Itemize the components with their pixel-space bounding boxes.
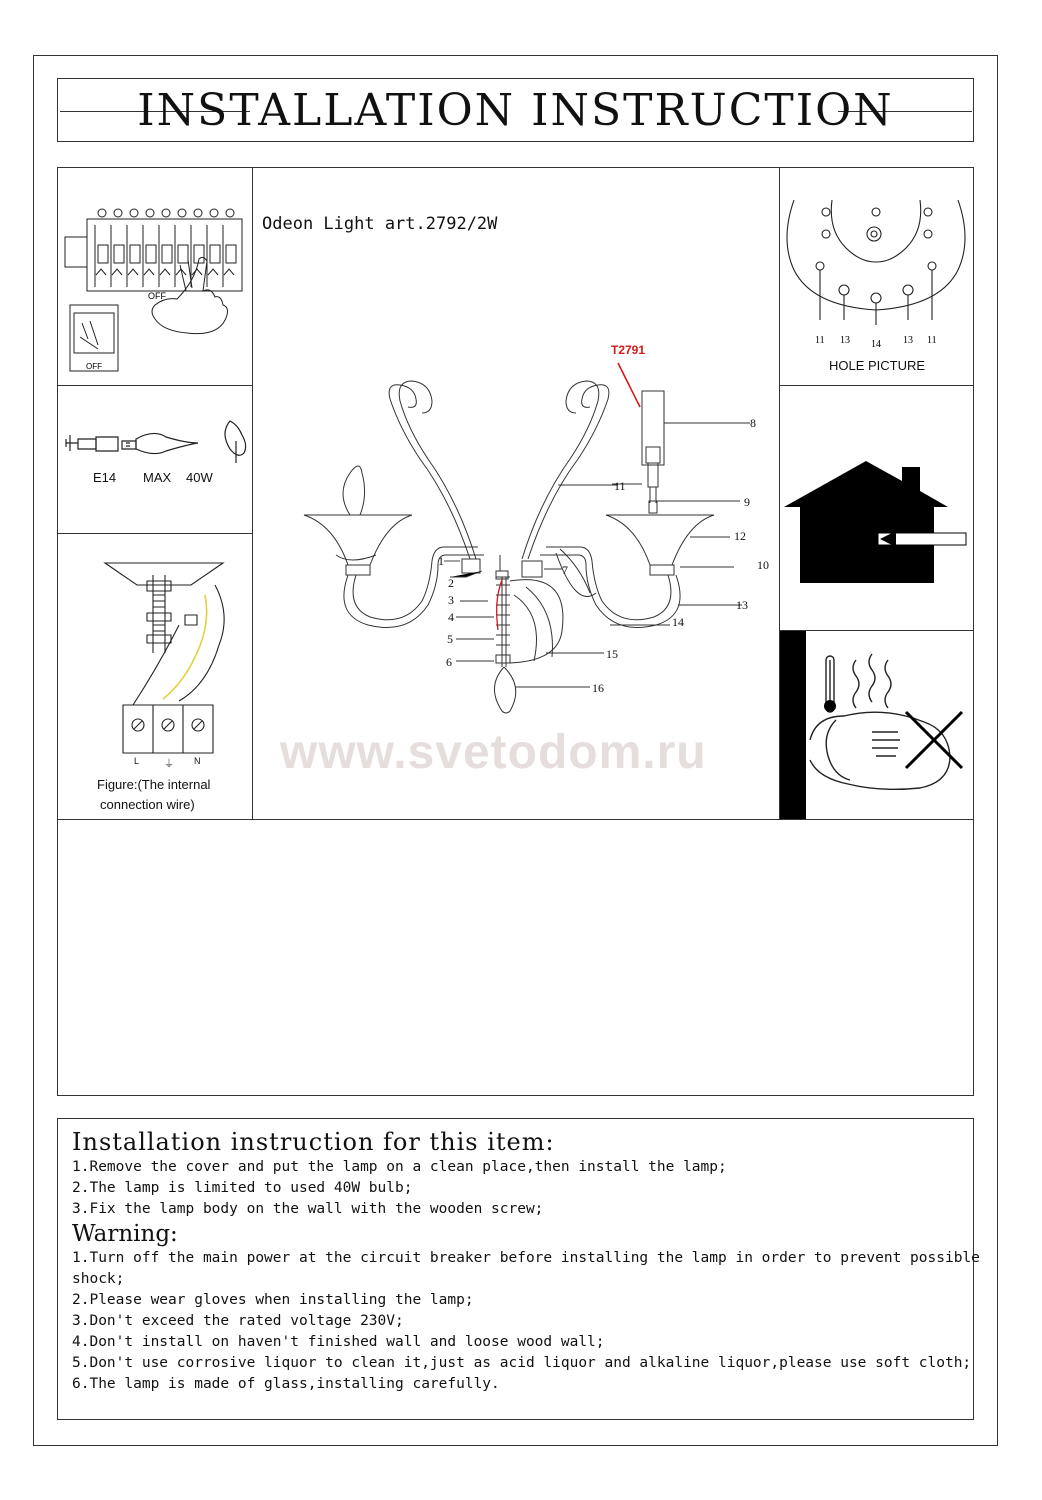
step-1: 1.Remove the cover and put the lamp on a clean place,then install the lamp; <box>72 1159 727 1175</box>
wall-bar <box>780 631 806 819</box>
callout-7: 7 <box>562 563 568 577</box>
warning-1-cont: shock; <box>72 1271 125 1287</box>
title-box <box>57 78 974 142</box>
page-title: INSTALLATION INSTRUCTION <box>137 85 894 136</box>
watermark: www.svetodom.ru <box>280 726 707 779</box>
callout-9: 9 <box>744 495 750 509</box>
chandelier-drawing <box>290 355 760 715</box>
callout-11: 11 <box>614 479 626 493</box>
callout-5: 5 <box>447 632 453 646</box>
breaker-off-label: OFF <box>148 291 166 301</box>
step-3: 3.Fix the lamp body on the wall with the wooden screw; <box>72 1201 544 1217</box>
hole-picture-diagram <box>782 200 972 350</box>
warning-5: 5.Don't use corrosive liquor to clean it,just as acid liquor and alkaline liquor,please use soft cloth; <box>72 1355 972 1371</box>
terminal-l: L <box>134 756 140 766</box>
hole-num-4: 13 <box>903 335 913 346</box>
callout-10: 10 <box>757 558 769 572</box>
wiring-caption-1: Figure:(The internal <box>97 777 211 792</box>
callout-8: 8 <box>750 416 756 430</box>
callout-3: 3 <box>448 593 454 607</box>
step-2: 2.The lamp is limited to used 40W bulb; <box>72 1180 413 1196</box>
terminal-ground: ⏚ <box>164 759 174 770</box>
warning-1: 1.Turn off the main power at the circuit breaker before installing the lamp in order to prevent possible <box>72 1250 980 1266</box>
callout-6: 6 <box>446 655 452 669</box>
callout-16: 16 <box>592 681 604 695</box>
t2791-label: T2791 <box>611 343 646 357</box>
bulb-socket-label: E14 <box>93 470 117 485</box>
instructions-box <box>57 1118 980 1420</box>
callout-2: 2 <box>448 576 454 590</box>
hole-num-3: 14 <box>871 339 881 350</box>
bulb-icon <box>60 413 250 473</box>
bulb-max-label: MAX <box>143 470 172 485</box>
terminal-n: N <box>194 756 201 766</box>
breaker-icon <box>60 205 250 380</box>
callout-12: 12 <box>734 529 746 543</box>
wiring-caption-2: connection wire) <box>100 797 195 812</box>
hole-num-5: 11 <box>927 335 937 346</box>
hole-num-1: 11 <box>815 335 825 346</box>
indoor-house-icon <box>782 455 970 585</box>
warning-6: 6.The lamp is made of glass,installing carefully. <box>72 1376 500 1392</box>
product-name: Odeon Light art.2792/2W <box>262 214 498 234</box>
wiring-diagram <box>95 555 245 770</box>
heat-warning-icon <box>806 650 974 810</box>
warning-heading: Warning: <box>72 1221 178 1247</box>
callout-14: 14 <box>672 615 684 629</box>
callout-1: 1 <box>438 554 444 568</box>
callout-4: 4 <box>448 610 454 624</box>
hole-num-2: 13 <box>840 335 850 346</box>
hole-picture-label: HOLE PICTURE <box>829 358 926 373</box>
warning-4: 4.Don't install on haven't finished wall and loose wood wall; <box>72 1334 605 1350</box>
callout-15: 15 <box>606 647 618 661</box>
instructions-heading: Installation instruction for this item: <box>72 1128 555 1156</box>
bulb-watt-label: 40W <box>186 470 213 485</box>
warning-2: 2.Please wear gloves when installing the lamp; <box>72 1292 474 1308</box>
callout-13: 13 <box>736 598 748 612</box>
warning-3: 3.Don't exceed the rated voltage 230V; <box>72 1313 404 1329</box>
switch-off-label: OFF <box>86 362 102 371</box>
